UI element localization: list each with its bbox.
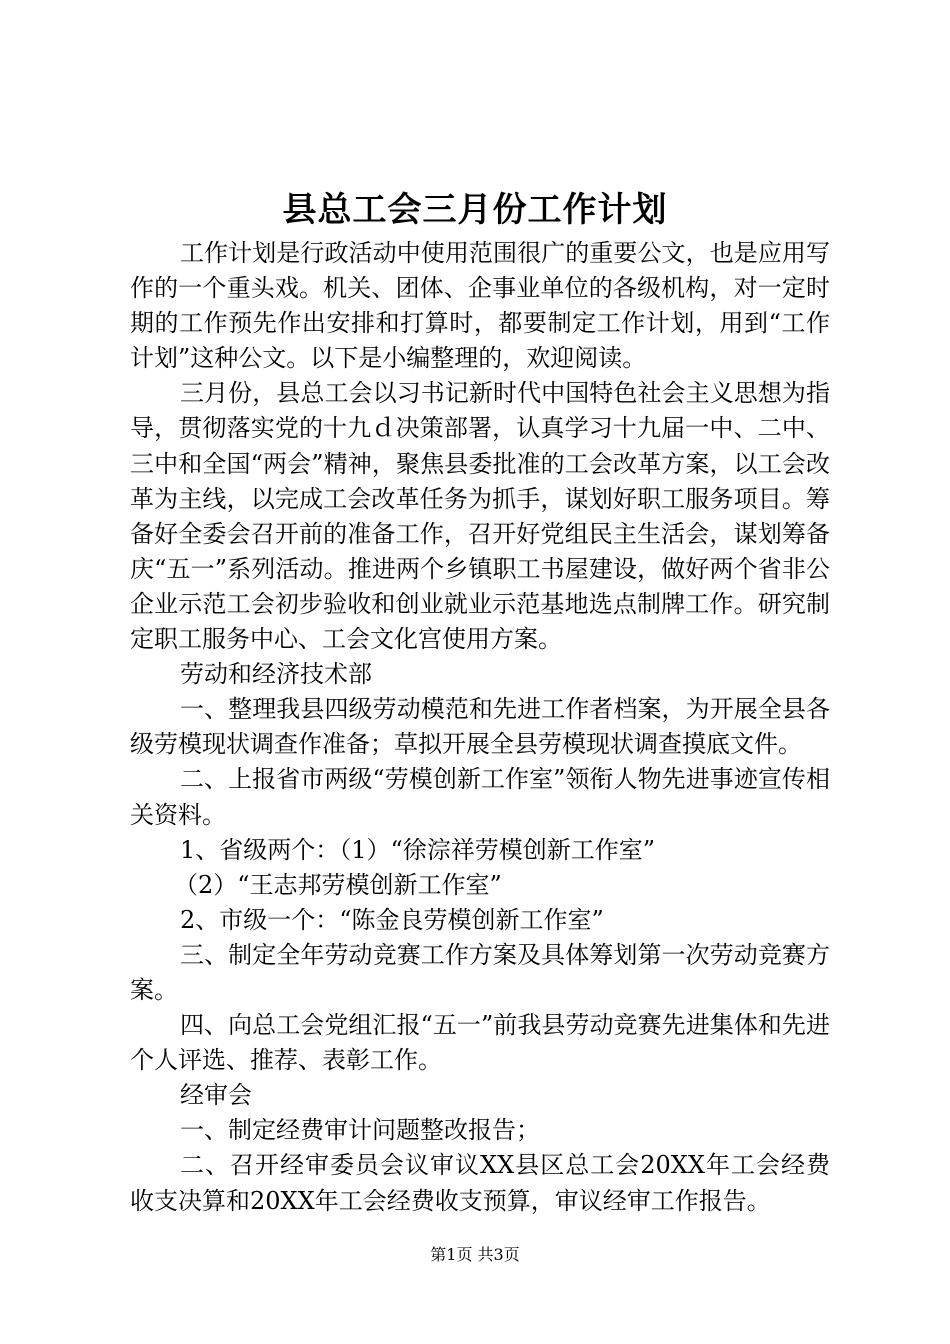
section-heading-audit: 经审会 bbox=[180, 1081, 252, 1110]
labor-item-4: 四、向总工会党组汇报“五一”前我县劳动竞赛先进集体和先进个人评选、推荐、表彰工作。 bbox=[130, 1011, 830, 1075]
audit-item-2: 二、召开经审委员会议审议XX县区总工会20XX年工会经费收支决算和20XX年工会经费收支预算，审议经审工作报告。 bbox=[130, 1151, 830, 1215]
intro-paragraph: 工作计划是行政活动中使用范围很广的重要公文，也是应用写作的一个重头戏。机关、团体、企事业单位的各级机构，对一定时期的工作预先作出安排和打算时，都要制定工作计划，用到“工作计划”这种公文。以下是小编整理的，欢迎阅读。 bbox=[130, 239, 830, 373]
labor-subitem-provincial-2: （2）“王志邦劳模创新工作室” bbox=[174, 870, 502, 899]
section-heading-labor-dept: 劳动和经济技术部 bbox=[180, 660, 372, 689]
page-number-footer: 第1页 共3页 bbox=[430, 1245, 520, 1264]
labor-item-3: 三、制定全年劳动竞赛工作方案及具体筹划第一次劳动竞赛方案。 bbox=[130, 940, 830, 1004]
labor-subitem-provincial: 1、省级两个：（1）“徐淙祥劳模创新工作室” bbox=[180, 835, 656, 864]
document-title: 县总工会三月份工作计划 bbox=[282, 190, 668, 230]
labor-item-1: 一、整理我县四级劳动模范和先进工作者档案，为开展全县各级劳模现状调查作准备；草拟开展全县劳模现状调查摸底文件。 bbox=[130, 695, 830, 759]
audit-item-1: 一、制定经费审计问题整改报告； bbox=[180, 1116, 540, 1145]
labor-item-2: 二、上报省市两级“劳模创新工作室”领衔人物先进事迹宣传相关资料。 bbox=[130, 765, 830, 829]
document-body bbox=[130, 236, 830, 1219]
summary-paragraph: 三月份，县总工会以习书记新时代中国特色社会主义思想为指导，贯彻落实党的十九ｄ决策部署，认真学习十九届一中、二中、三中和全国“两会”精神，聚焦县委批准的工会改革方案，以工会改革为主线，以完成工会改革任务为抓手，谋划好职工服务项目。筹备好全委会召开前的准备工作，召开好党组民主生活会，谋划筹备庆“五一”系列活动。推进两个乡镇职工书屋建设，做好两个省非公企业示范工会初步验收和创业就业示范基地选点制牌工作。研究制定职工服务中心、工会文化宫使用方案。 bbox=[130, 379, 830, 654]
labor-subitem-city: 2、市级一个：“陈金良劳模创新工作室” bbox=[180, 905, 604, 934]
